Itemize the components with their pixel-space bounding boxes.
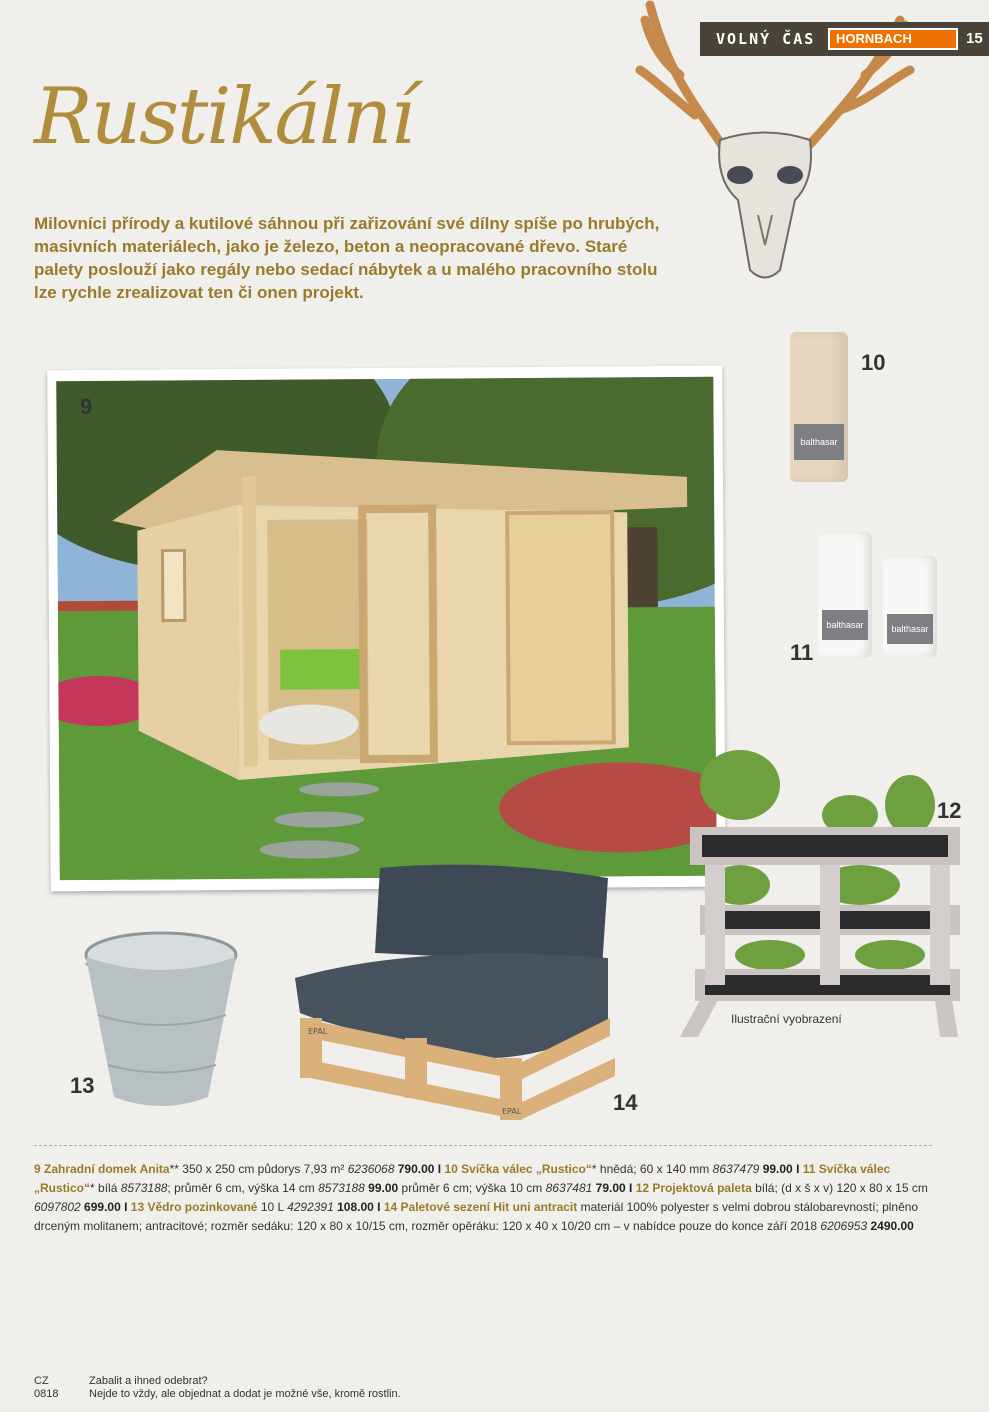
separator: I	[434, 1162, 445, 1176]
intro-paragraph: Milovníci přírody a kutilové sáhnou při zařizování své dílny spíše po hrubých, masivních materiálech, jako je železo, beton a neopracované dřevo. Staré palety poslouží jako regály nebo sedací nábytek a u malého pracovního stolu lze rychle zrealizovat ten či onen projekt.	[34, 214, 660, 302]
item-11-spec: bílá	[94, 1181, 121, 1195]
item-number-10: 10	[861, 350, 886, 375]
hornbach-logo: HORNBACH	[828, 28, 958, 50]
page-number: 15	[966, 30, 983, 47]
item-9-name: 9 Zahradní domek Anita	[34, 1162, 170, 1176]
item-12-price: 699.00	[80, 1200, 121, 1214]
item-12-spec: bílá; (d x š x v) 120 x 80 x 15 cm	[751, 1181, 928, 1195]
footer-line-1: Zabalit a ihned odebrat?	[89, 1375, 208, 1387]
separator: I	[792, 1162, 803, 1176]
candle-label: balthasar	[822, 610, 868, 640]
candle-11-large-image	[818, 532, 872, 658]
dashed-divider	[34, 1145, 932, 1146]
separator: I	[625, 1181, 636, 1195]
item-14-price: 2490.00	[867, 1219, 914, 1233]
zinc-bucket-image	[76, 925, 246, 1115]
separator: I	[373, 1200, 384, 1214]
item-number-14: 14	[613, 1090, 638, 1115]
product-descriptions	[34, 1160, 938, 1236]
garden-house-image	[56, 377, 716, 881]
candle-label: balthasar	[794, 424, 844, 460]
item-11-name: 11 Svíčka válec „Rustico“	[34, 1162, 891, 1195]
item-9-spec: 350 x 250 cm půdorys 7,93 m²	[178, 1162, 348, 1176]
item-13-spec: 10 L	[257, 1200, 288, 1214]
item-13-price: 108.00	[333, 1200, 374, 1214]
item-12-name: 12 Projektová paleta	[635, 1181, 752, 1195]
pallet-stamp-text: EPAL	[308, 1027, 328, 1036]
item-10-stars: *	[591, 1162, 597, 1176]
item-11-price: 99.00	[364, 1181, 399, 1195]
item-10-name: 10 Svíčka válec „Rustico“	[444, 1162, 592, 1176]
candle-11-small-image	[883, 556, 937, 657]
footer-edition: 0818	[34, 1388, 59, 1400]
item-number-9: 9	[80, 394, 93, 419]
garden-house-photo	[47, 366, 726, 892]
footer-country: CZ	[34, 1375, 49, 1387]
item-10-spec: hnědá; 60 x 140 mm	[596, 1162, 713, 1176]
item-9-stars: **	[169, 1162, 179, 1176]
item-14-code: 6206953	[820, 1219, 868, 1233]
item-11-stars: *	[90, 1181, 95, 1195]
page-title: Rustikální	[34, 72, 414, 162]
separator: I	[120, 1200, 131, 1214]
item-10-price: 99.00	[759, 1162, 793, 1176]
item-11-spec: ; průměr 6 cm, výška 14 cm	[167, 1181, 319, 1195]
item-14-spec: materiál 100% polyester s velmi dobrou stálobarevností; plněno drceným molitanem; antracitové; rozměr sedáku: 120 x 80 x 10/15 cm, rozměr opěráku: 120 x 40 x 10/20 cm – v nabídce pouze do konce září 2018	[34, 1200, 919, 1233]
pallet-seat-image	[290, 858, 625, 1133]
item-11-code: 8573188	[318, 1181, 365, 1195]
item-13-code: 4292391	[287, 1200, 334, 1214]
item-number-12: 12	[937, 798, 962, 823]
item-14-name: 14 Paletové sezení Hit uni antracit	[383, 1200, 578, 1214]
item-11-price: 79.00	[592, 1181, 626, 1195]
pallet-planter-image	[680, 745, 970, 1045]
section-label: VOLNÝ ČAS	[716, 30, 816, 48]
item-11-code: 8637481	[545, 1181, 593, 1195]
item-9-price: 790.00	[394, 1162, 435, 1176]
candle-10-image	[790, 332, 848, 482]
item-11-code: 8573188	[120, 1181, 168, 1195]
illustration-caption: Ilustrační vyobrazení	[731, 1012, 842, 1026]
item-number-13: 13	[70, 1073, 95, 1098]
item-11-spec: průměr 6 cm; výška 10 cm	[398, 1181, 546, 1195]
pallet-stamp-text: EPAL	[502, 1107, 522, 1116]
item-10-code: 8637479	[712, 1162, 760, 1176]
item-12-code: 6097802	[34, 1200, 81, 1214]
item-13-name: 13 Vědro pozinkované	[130, 1200, 258, 1214]
candle-label: balthasar	[887, 614, 933, 644]
item-9-code: 6236068	[347, 1162, 395, 1176]
footer-line-2: Nejde to vždy, ale objednat a dodat je možné vše, kromě rostlin.	[89, 1388, 401, 1400]
item-number-11: 11	[790, 640, 814, 665]
